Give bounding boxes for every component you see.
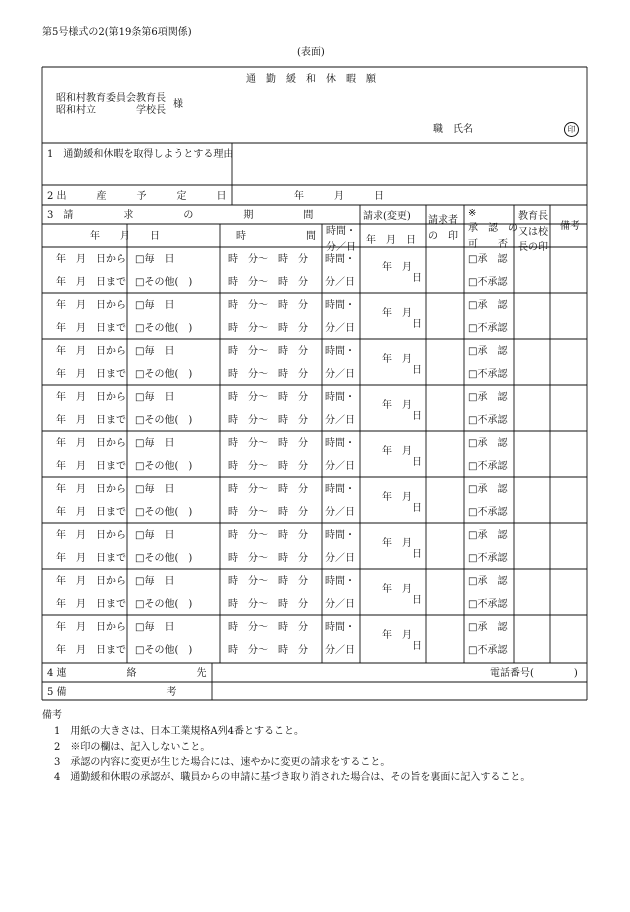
head-principal [518, 209, 548, 256]
kome-mark: ※ [468, 208, 477, 219]
time-range-top[interactable]: 時 分～ 時 分 [228, 254, 308, 265]
duration-bottom[interactable]: 分／日 [325, 553, 355, 564]
duration-bottom[interactable]: 分／日 [325, 599, 355, 610]
form-number: 第5号様式の2(第19条第6項関係) [42, 27, 192, 38]
other-checkbox[interactable]: □その他( ) [135, 461, 193, 472]
contact-label: 4 連 絡 先 [47, 668, 207, 679]
head-approval [468, 221, 518, 252]
change-year-month[interactable]: 年 月 [382, 584, 412, 595]
disapprove-checkbox[interactable]: □不承認 [468, 369, 508, 380]
disapprove-checkbox[interactable]: □不承認 [468, 599, 508, 610]
time-range-bottom[interactable]: 時 分～ 時 分 [228, 553, 308, 564]
approve-checkbox[interactable]: □承 認 [468, 576, 508, 587]
period-label: 3 請 求 の 期 間 [47, 210, 314, 221]
period-from[interactable]: 年 月 日から [56, 438, 126, 449]
approve-checkbox[interactable]: □承 認 [468, 346, 508, 357]
head-approval-line1: 承 認 の [468, 223, 518, 234]
due-date-field[interactable]: 年 月 日 [294, 191, 384, 202]
disapprove-checkbox[interactable]: □不承認 [468, 645, 508, 656]
approve-checkbox[interactable]: □承 認 [468, 300, 508, 311]
period-to[interactable]: 年 月 日まで [56, 599, 126, 610]
head-principal-line1: 教育長 [518, 211, 548, 222]
time-range-top[interactable]: 時 分～ 時 分 [228, 622, 308, 633]
daily-checkbox[interactable]: □毎 日 [135, 530, 175, 541]
change-year-month[interactable]: 年 月 [382, 400, 412, 411]
time-range-top[interactable]: 時 分～ 時 分 [228, 484, 308, 495]
notes-title: 備考 [42, 710, 62, 721]
approve-checkbox[interactable]: □承 認 [468, 530, 508, 541]
daily-checkbox[interactable]: □毎 日 [135, 576, 175, 587]
applicant-name-label[interactable]: 職 氏名 [433, 124, 473, 135]
duration-bottom[interactable]: 分／日 [325, 645, 355, 656]
period-to[interactable]: 年 月 日まで [56, 507, 126, 518]
change-day[interactable]: 日 [412, 365, 422, 376]
duration-top[interactable]: 時間・ [325, 254, 355, 265]
head-principal-line3: 長の印 [518, 242, 548, 253]
change-day[interactable]: 日 [412, 595, 422, 606]
period-to[interactable]: 年 月 日まで [56, 645, 126, 656]
disapprove-checkbox[interactable]: □不承認 [468, 277, 508, 288]
change-year-month[interactable]: 年 月 [382, 446, 412, 457]
disapprove-checkbox[interactable]: □不承認 [468, 461, 508, 472]
period-to[interactable]: 年 月 日まで [56, 369, 126, 380]
period-from[interactable]: 年 月 日から [56, 576, 126, 587]
approve-checkbox[interactable]: □承 認 [468, 392, 508, 403]
head-approval-line2: 可 否 [468, 238, 508, 250]
addressee-line2: 昭和村立 学校長 [56, 105, 166, 116]
change-day[interactable]: 日 [412, 457, 422, 468]
time-range-top[interactable]: 時 分～ 時 分 [228, 530, 308, 541]
time-range-bottom[interactable]: 時 分～ 時 分 [228, 461, 308, 472]
other-checkbox[interactable]: □その他( ) [135, 277, 193, 288]
disapprove-checkbox[interactable]: □不承認 [468, 323, 508, 334]
phone-field[interactable]: 電話番号( ) [490, 668, 578, 679]
period-from[interactable]: 年 月 日から [56, 484, 126, 495]
seal-mark-icon [564, 122, 579, 137]
approve-checkbox[interactable]: □承 認 [468, 484, 508, 495]
period-from[interactable]: 年 月 日から [56, 622, 126, 633]
period-from[interactable]: 年 月 日から [56, 300, 126, 311]
period-to[interactable]: 年 月 日まで [56, 461, 126, 472]
head-duration [326, 224, 356, 255]
approve-checkbox[interactable]: □承 認 [468, 438, 508, 449]
period-to[interactable]: 年 月 日まで [56, 323, 126, 334]
remarks-label: 5 備 考 [47, 687, 177, 698]
duration-top[interactable]: 時間・ [325, 392, 355, 403]
reason-field[interactable] [232, 143, 587, 185]
addressee-sama: 様 [173, 99, 183, 110]
daily-checkbox[interactable]: □毎 日 [135, 622, 175, 633]
period-from[interactable]: 年 月 日から [56, 254, 126, 265]
time-range-top[interactable]: 時 分～ 時 分 [228, 300, 308, 311]
time-range-top[interactable]: 時 分～ 時 分 [228, 438, 308, 449]
note-item: 3 承認の内容に変更が生じた場合には、速やかに変更の請求をすること。 [54, 757, 391, 768]
change-day[interactable]: 日 [412, 273, 422, 284]
head-duration-line2: 分／日 [326, 241, 356, 253]
note-item: 2 ※印の欄は、記入しないこと。 [54, 742, 211, 753]
reason-label: 1 通勤緩和休暇を取得しようとする理由 [47, 149, 234, 160]
change-year-month[interactable]: 年 月 [382, 630, 412, 641]
period-to[interactable]: 年 月 日まで [56, 553, 126, 564]
daily-checkbox[interactable]: □毎 日 [135, 484, 175, 495]
period-from[interactable]: 年 月 日から [56, 392, 126, 403]
daily-checkbox[interactable]: □毎 日 [135, 438, 175, 449]
change-day[interactable]: 日 [412, 549, 422, 560]
head-change-label: 請求(変更) [363, 211, 411, 222]
head-remarks: 備考 [560, 221, 580, 232]
duration-top[interactable]: 時間・ [325, 300, 355, 311]
period-to[interactable]: 年 月 日まで [56, 415, 126, 426]
remarks-field[interactable] [212, 682, 587, 700]
other-checkbox[interactable]: □その他( ) [135, 507, 193, 518]
head-seal [428, 213, 458, 244]
change-day[interactable]: 日 [412, 641, 422, 652]
other-checkbox[interactable]: □その他( ) [135, 645, 193, 656]
head-principal-line2: 又は校 [518, 226, 548, 238]
time-range-top[interactable]: 時 分～ 時 分 [228, 392, 308, 403]
disapprove-checkbox[interactable]: □不承認 [468, 415, 508, 426]
time-range-top[interactable]: 時 分～ 時 分 [228, 576, 308, 587]
note-item: 4 通勤緩和休暇の承認が、職員からの申請に基づき取り消された場合は、その旨を裏面に記入すること。 [54, 772, 531, 783]
change-year-month[interactable]: 年 月 [382, 538, 412, 549]
head-time: 時 間 [236, 231, 316, 242]
period-from[interactable]: 年 月 日から [56, 530, 126, 541]
duration-bottom[interactable]: 分／日 [325, 507, 355, 518]
change-year-month[interactable]: 年 月 [382, 354, 412, 365]
other-checkbox[interactable]: □その他( ) [135, 599, 193, 610]
time-range-bottom[interactable]: 時 分～ 時 分 [228, 323, 308, 334]
duration-top[interactable]: 時間・ [325, 576, 355, 587]
time-range-bottom[interactable]: 時 分～ 時 分 [228, 369, 308, 380]
seal-mark-text: 印 [567, 125, 576, 134]
duration-top[interactable]: 時間・ [325, 530, 355, 541]
time-range-bottom[interactable]: 時 分～ 時 分 [228, 599, 308, 610]
duration-top[interactable]: 時間・ [325, 622, 355, 633]
page-side-label: (表面) [297, 47, 325, 58]
approve-checkbox[interactable]: □承 認 [468, 254, 508, 265]
change-day[interactable]: 日 [412, 503, 422, 514]
head-duration-line1: 時間・ [326, 226, 356, 237]
disapprove-checkbox[interactable]: □不承認 [468, 553, 508, 564]
period-from[interactable]: 年 月 日から [56, 346, 126, 357]
head-change-date: 年 月 日 [366, 235, 416, 246]
head-seal-line1: 請求者 [428, 215, 458, 226]
other-checkbox[interactable]: □その他( ) [135, 323, 193, 334]
time-range-bottom[interactable]: 時 分～ 時 分 [228, 645, 308, 656]
daily-checkbox[interactable]: □毎 日 [135, 254, 175, 265]
due-date-label: 2 出 産 予 定 日 [47, 191, 227, 202]
other-checkbox[interactable]: □その他( ) [135, 415, 193, 426]
change-year-month[interactable]: 年 月 [382, 262, 412, 273]
change-year-month[interactable]: 年 月 [382, 492, 412, 503]
other-checkbox[interactable]: □その他( ) [135, 553, 193, 564]
duration-bottom[interactable]: 分／日 [325, 323, 355, 334]
form-title: 通 勤 緩 和 休 暇 願 [246, 74, 376, 85]
duration-top[interactable]: 時間・ [325, 484, 355, 495]
duration-bottom[interactable]: 分／日 [325, 277, 355, 288]
duration-top[interactable]: 時間・ [325, 346, 355, 357]
time-range-bottom[interactable]: 時 分～ 時 分 [228, 415, 308, 426]
addressee-line1: 昭和村教育委員会教育長 [56, 93, 166, 104]
duration-bottom[interactable]: 分／日 [325, 415, 355, 426]
time-range-bottom[interactable]: 時 分～ 時 分 [228, 507, 308, 518]
daily-checkbox[interactable]: □毎 日 [135, 392, 175, 403]
disapprove-checkbox[interactable]: □不承認 [468, 507, 508, 518]
daily-checkbox[interactable]: □毎 日 [135, 300, 175, 311]
daily-checkbox[interactable]: □毎 日 [135, 346, 175, 357]
time-range-top[interactable]: 時 分～ 時 分 [228, 346, 308, 357]
change-year-month[interactable]: 年 月 [382, 308, 412, 319]
other-checkbox[interactable]: □その他( ) [135, 369, 193, 380]
time-range-bottom[interactable]: 時 分～ 時 分 [228, 277, 308, 288]
head-date: 年 月 日 [90, 231, 160, 242]
duration-bottom[interactable]: 分／日 [325, 369, 355, 380]
duration-bottom[interactable]: 分／日 [325, 461, 355, 472]
head-seal-line2: の 印 [428, 230, 458, 242]
change-day[interactable]: 日 [412, 319, 422, 330]
approve-checkbox[interactable]: □承 認 [468, 622, 508, 633]
duration-top[interactable]: 時間・ [325, 438, 355, 449]
period-to[interactable]: 年 月 日まで [56, 277, 126, 288]
note-item: 1 用紙の大きさは、日本工業規格A列4番とすること。 [54, 726, 304, 737]
change-day[interactable]: 日 [412, 411, 422, 422]
